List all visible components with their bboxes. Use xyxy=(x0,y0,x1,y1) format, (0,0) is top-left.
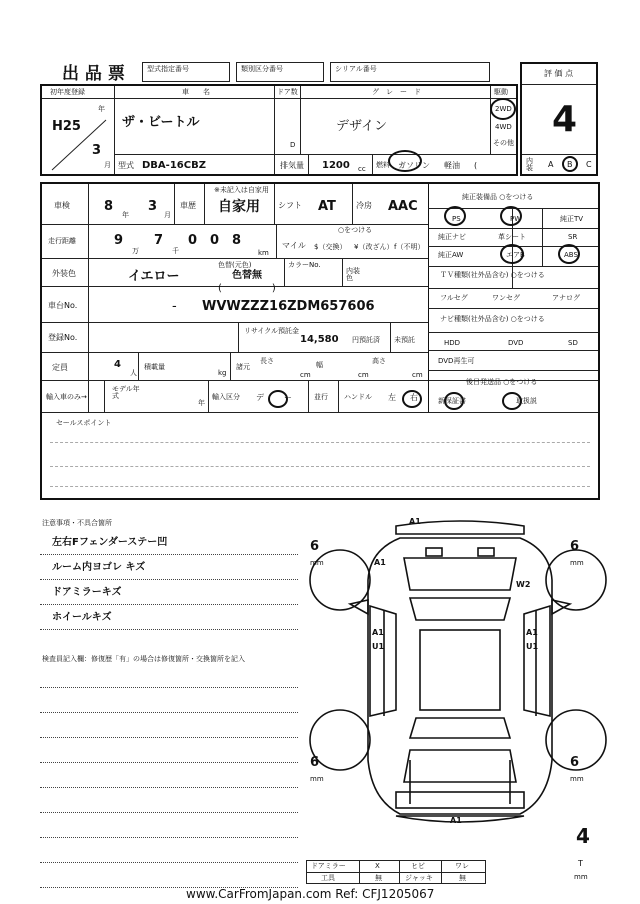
note-2: ルーム内ヨゴレ キズ xyxy=(52,562,146,573)
tv-analog: アナログ xyxy=(552,294,580,302)
height-cm: cm xyxy=(412,371,423,379)
chassis-number: WVWZZZ16ZDM657606 xyxy=(202,299,375,314)
date-slash xyxy=(46,102,112,172)
navi-dvd: DVD xyxy=(508,339,524,347)
history-label: 車歴 xyxy=(180,201,196,210)
mileage-digit-4: 0 xyxy=(210,233,220,248)
meter-note: ○をつける xyxy=(338,226,373,234)
doors-label: ドア数 xyxy=(277,88,298,96)
registration-label: 登録No. xyxy=(48,333,78,342)
category-box xyxy=(236,62,324,82)
load-label: 積載量 xyxy=(144,363,165,371)
car-diagram xyxy=(300,510,640,860)
import-type-label: 輸入区分 xyxy=(212,393,240,401)
interior-color-label: 内装色 xyxy=(346,267,360,282)
sen-unit: 千 xyxy=(172,247,179,255)
notes-title: 注意事項・不具合箇所 xyxy=(42,519,112,527)
mileage-digit-3: 0 xyxy=(188,233,198,248)
displacement-label: 排気量 xyxy=(280,161,304,170)
damage-left-door-a: A1 xyxy=(372,628,384,637)
miles-label: マイル xyxy=(282,241,306,250)
tv-title: ＴＶ種類(社外品含む) ○をつける xyxy=(440,271,545,279)
inspection-year: 8 xyxy=(104,199,114,214)
color-value: イエロー xyxy=(128,269,180,284)
later-warranty: 新保証書 xyxy=(438,397,466,405)
equip-airbag: エアB xyxy=(506,251,525,259)
model-approval-box xyxy=(142,62,230,82)
equip-ps: PS xyxy=(452,215,461,223)
recycle-amount: 14,580 xyxy=(300,334,339,345)
width-cm: cm xyxy=(358,371,369,379)
equip-pw: PW xyxy=(510,215,522,223)
era-year: H25 xyxy=(52,119,81,134)
jack-value: 無 xyxy=(459,874,466,882)
inspection-month-unit: 月 xyxy=(164,211,171,219)
tv-fullseg: フルセグ xyxy=(440,294,468,302)
score-box xyxy=(520,62,598,176)
km-unit: km xyxy=(258,249,269,257)
interior-grade-a: A xyxy=(548,160,554,169)
color-change-value: 色替無 xyxy=(232,270,262,281)
meter-unknown: f（不明） xyxy=(394,243,425,251)
handle-right: 右 xyxy=(410,393,418,402)
category-label: 類別区分番号 xyxy=(241,65,283,73)
dvd-label: DVD再生可 xyxy=(438,357,475,365)
car-name: ザ・ビートル xyxy=(122,115,200,130)
drive-2wd: 2WD xyxy=(495,105,512,113)
bottom-table xyxy=(306,860,486,884)
equip-navi: 純正ナビ xyxy=(438,233,466,241)
later-manual: 取扱説 xyxy=(516,397,537,405)
note-1: 左右Fフェンダーステー凹 xyxy=(52,537,168,548)
handle-label: ハンドル xyxy=(344,393,372,401)
fuel-label: 燃料 xyxy=(376,161,390,169)
year-unit: 年 xyxy=(98,105,105,113)
note-4: ホイールキズ xyxy=(52,612,112,623)
width-label: 幅 xyxy=(316,361,323,369)
car-name-label: 車 名 xyxy=(182,88,210,96)
shift-label: シフト xyxy=(278,201,302,210)
dims-label: 諸元 xyxy=(236,363,250,371)
kg-unit: kg xyxy=(218,369,227,377)
mirror-label: ドアミラー xyxy=(311,862,346,870)
damage-rear-bumper: A1 xyxy=(450,816,462,825)
history-note: ※未記入は自家用 xyxy=(214,186,269,194)
inspection-label: 車検 xyxy=(54,201,70,210)
tv-oneseg: ワンセグ xyxy=(492,294,520,302)
recycle-label: リサイクル預託金 xyxy=(244,327,300,335)
grade-value: デザイン xyxy=(336,119,388,134)
equip-sr: SR xyxy=(568,233,578,241)
vehicle-box xyxy=(40,84,518,176)
abs-circle xyxy=(558,244,580,264)
drive-label: 駆動 xyxy=(494,88,508,96)
meter-tampered: ¥（改ざん） xyxy=(354,243,394,251)
damage-windshield: W2 xyxy=(516,580,531,589)
inspection-month: 3 xyxy=(148,199,158,214)
later-title: 後日発送品 ○をつける xyxy=(466,378,538,386)
serial-label: シリアル番号 xyxy=(335,65,377,73)
doors-suffix: D xyxy=(290,141,296,149)
import-type-circle xyxy=(268,390,288,408)
pw-circle xyxy=(500,206,522,226)
color-change-label: 色替(元色) xyxy=(218,261,252,269)
drive-4wd: 4WD xyxy=(495,123,512,131)
chassis-label: 車台No. xyxy=(48,301,78,310)
capacity-value: 4 xyxy=(114,359,121,370)
score-label: 評 価 点 xyxy=(544,69,574,78)
note-3: ドアミラーキズ xyxy=(52,587,122,598)
damage-right-door-a: A1 xyxy=(526,628,538,637)
form-title: 出 品 票 xyxy=(62,64,125,84)
navi-sd: SD xyxy=(568,339,578,347)
score-value: 4 xyxy=(552,99,578,140)
equip-tv: 純正TV xyxy=(560,215,584,223)
meter-exchange: $（交換） xyxy=(314,243,347,251)
break-label: ワレ xyxy=(455,862,469,870)
recycle-unpaid: 未預託 xyxy=(394,336,415,344)
recycle-status: 円預託済 xyxy=(352,336,380,344)
tools-label: 工具 xyxy=(321,874,335,882)
length-label: 長さ xyxy=(260,357,274,365)
mileage-label: 走行距離 xyxy=(48,237,76,245)
capacity-unit: 人 xyxy=(130,369,137,377)
handle-left: 左 xyxy=(388,393,396,402)
month-unit: 月 xyxy=(104,161,111,169)
equip-aw: 純正AW xyxy=(438,251,464,259)
drive-2wd-circle xyxy=(490,98,516,120)
import-type-de: デ xyxy=(256,393,264,402)
first-reg-label: 初年度登録 xyxy=(50,88,85,96)
grade-label: グ レ ー ド xyxy=(372,88,421,96)
footer-ref: www.CarFromJapan.com Ref: CFJ1205067 xyxy=(186,887,435,901)
equip-leather: 革シート xyxy=(498,233,526,241)
color-no-label: カラーNo. xyxy=(288,261,321,269)
inspection-year-unit: 年 xyxy=(122,211,129,219)
color-label: 外装色 xyxy=(52,269,76,278)
height-label: 高さ xyxy=(372,357,386,365)
inspector-title: 検査員記入欄：修復歴「有」の場合は修復箇所・交換箇所を記入 xyxy=(42,655,245,663)
interior-label: 内装 xyxy=(526,157,533,172)
parallel-label: 並行 xyxy=(314,393,328,401)
damage-front-left: A1 xyxy=(374,558,386,567)
navi-hdd: HDD xyxy=(444,339,461,347)
fuel-other: ( xyxy=(474,161,478,170)
fuel-diesel: 軽油 xyxy=(444,161,460,170)
mileage-digit-2: 7 xyxy=(154,233,164,248)
details-box: 車検 8 年 3 月 車歴 ※未記入は自家用 自家用 シフト AT 冷房 AAC 走行距離 9 万 7 千 0 0 8 km マイル ○をつける $（交換） ¥（改ざん） f（不明） 外装色 イエロー 色替(元色) 色替無 ( ) カラーNo. 内装色 車台No. - WVWZZZ16ZDM657606 登録No. リサイクル預託金 14,580 円預託済 未預託 定員 4 人 積載量 kg 諸元 長さ cm 幅 cm 高さ cm 輸入車のみ→ モデル年式 年 輸入区分 デ ー 並行 ハンドル 左 右 純正装備品 ○をつける PS PW 純正TV 純正ナビ 革シート SR 純正AW エアB ABS ＴＶ種類(社外品含む) ○をつける フルセグ ワンセグ アナログ ナビ種類(社外品含む) ○をつける HDD DVD SD DVD再生可 後日発送品 ○をつける 新保証書 取扱説 セールスポイント xyxy=(40,182,600,500)
fuel-gasoline: ガソリン xyxy=(398,161,430,170)
import-label: 輸入車のみ→ xyxy=(46,393,87,401)
model-code-label: 型式 xyxy=(118,161,134,170)
fuel-gasoline-circle xyxy=(388,150,422,172)
mirror-value: X xyxy=(375,862,380,870)
genuine-title: 純正装備品 ○をつける xyxy=(462,193,534,201)
ac-value: AAC xyxy=(388,199,418,214)
serial-box xyxy=(330,62,490,82)
model-code: DBA-16CBZ xyxy=(142,160,206,171)
tools-value: 無 xyxy=(375,874,382,882)
damage-front-bumper: A1 xyxy=(409,517,421,526)
warranty-circle xyxy=(444,392,464,410)
damage-right-door-u: U1 xyxy=(526,642,539,651)
model-approval-label: 型式指定番号 xyxy=(147,65,189,73)
reg-month: 3 xyxy=(92,143,102,158)
handle-right-circle xyxy=(402,390,422,408)
manual-circle xyxy=(502,392,522,410)
length-cm: cm xyxy=(300,371,311,379)
cc-unit: cc xyxy=(358,165,366,173)
airbag-circle xyxy=(500,244,524,264)
equip-abs: ABS xyxy=(564,251,578,259)
shift-value: AT xyxy=(318,199,336,214)
ac-label: 冷房 xyxy=(356,201,372,210)
displacement: 1200 xyxy=(322,160,350,171)
capacity-label: 定員 xyxy=(52,363,68,372)
crack-label: ヒビ xyxy=(411,862,425,870)
history-value: 自家用 xyxy=(218,199,260,215)
damage-left-door-u: U1 xyxy=(372,642,385,651)
man-unit: 万 xyxy=(132,247,139,255)
drive-other: その他 xyxy=(493,139,514,147)
mileage-digit-1: 9 xyxy=(114,233,124,248)
ps-circle xyxy=(444,206,466,226)
sales-point-label: セールスポイント xyxy=(56,419,112,427)
interior-grade-b: B xyxy=(567,160,573,169)
interior-b-circle xyxy=(562,156,578,172)
navi-title: ナビ種類(社外品含む) ○をつける xyxy=(440,315,545,323)
mileage-digit-5: 8 xyxy=(232,233,242,248)
import-type-dash: ー xyxy=(284,393,292,402)
jack-label: ジャッキ xyxy=(405,874,433,882)
interior-grade-c: C xyxy=(586,160,592,169)
model-year-unit: 年 xyxy=(198,399,205,407)
model-year-label: モデル年式 xyxy=(112,385,140,400)
